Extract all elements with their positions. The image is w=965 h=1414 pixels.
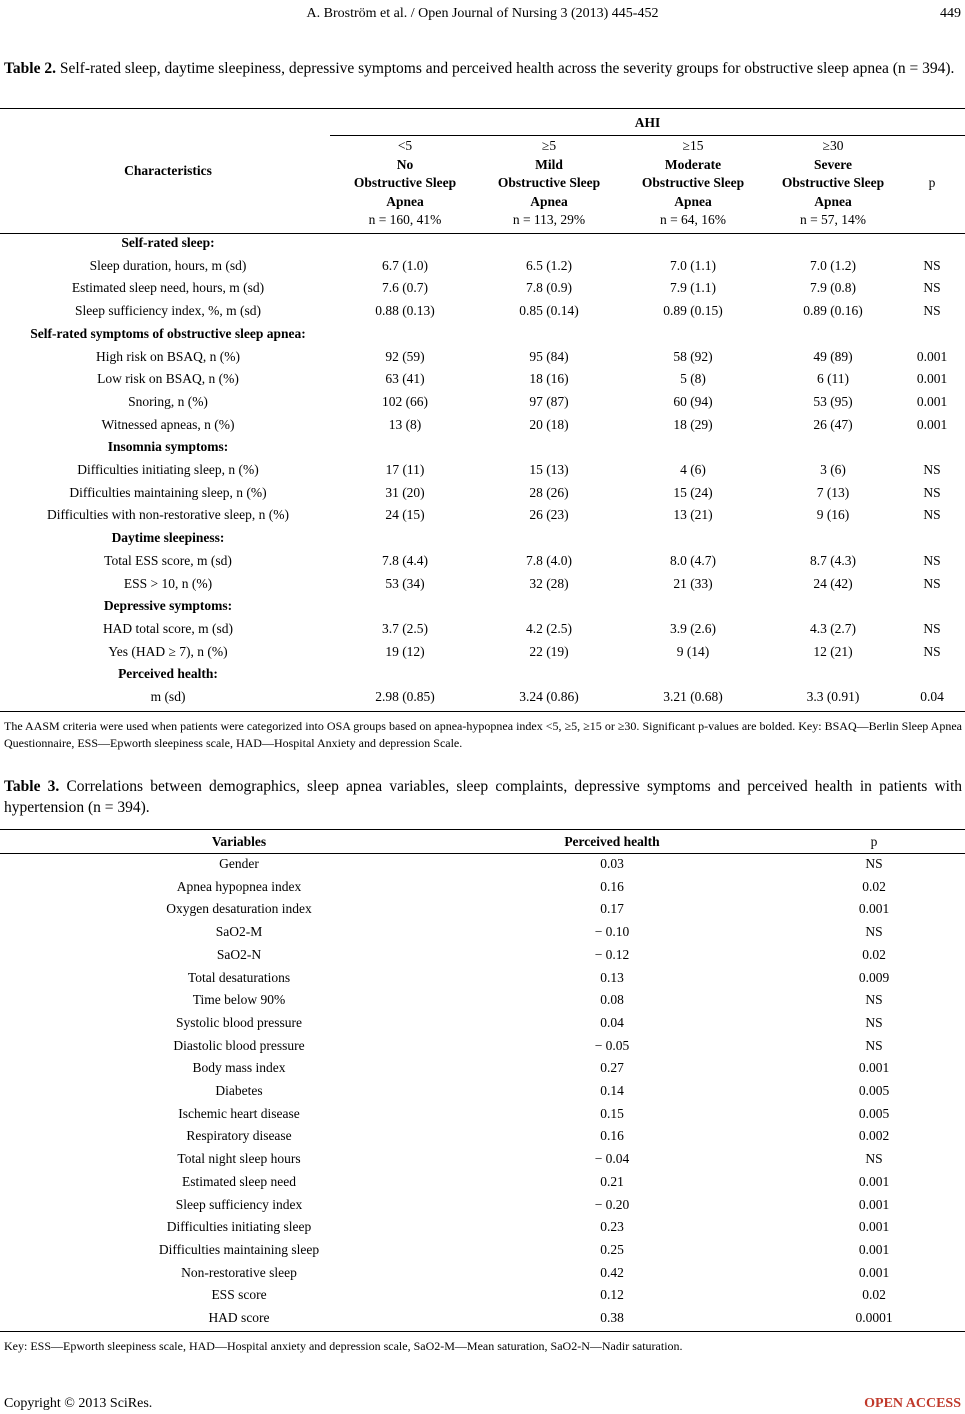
table3-correlation: − 0.10 xyxy=(594,924,630,940)
table2-cell-value: 2.98 (0.85) xyxy=(375,689,435,704)
table2-cell-value: 4.3 (2.7) xyxy=(809,620,857,636)
table2-cell-value: 95 (84) xyxy=(529,348,569,364)
table3-correlation: 0.15 xyxy=(600,1105,624,1121)
table2-cell-value: 3 (6) xyxy=(820,462,846,477)
table3-p-value: NS xyxy=(865,924,883,940)
table3-variable: SaO2-M xyxy=(215,924,263,940)
column-n: n = 64, 16% xyxy=(659,212,727,227)
column-range: ≥30 xyxy=(822,138,844,153)
table2-cell-value: 22 (19) xyxy=(529,643,569,659)
table2-cell-value: 53 (34) xyxy=(385,575,425,591)
table2-section-heading: Daytime sleepiness: xyxy=(111,530,225,546)
table3-variable: Body mass index xyxy=(192,1060,286,1076)
table2-cell-value: 7.9 (1.1) xyxy=(669,280,717,296)
table3-column-header: Perceived health xyxy=(564,834,660,849)
table2-cell-value: 7.0 (1.2) xyxy=(809,257,857,273)
table3-p-value: 0.001 xyxy=(858,1173,890,1189)
table2-characteristics-header: Characteristics xyxy=(124,163,212,178)
table3-correlation: − 0.20 xyxy=(594,1196,630,1212)
table3-correlation: 0.27 xyxy=(600,1060,624,1076)
table3-column-header: Variables xyxy=(211,834,267,849)
table2-cell-value: 102 (66) xyxy=(381,393,429,409)
table3-p-value: 0.02 xyxy=(862,878,886,894)
table3-variable: Total desaturations xyxy=(187,969,291,985)
table3-correlation: 0.25 xyxy=(600,1241,624,1257)
table2-cell-value: 32 (28) xyxy=(529,575,569,591)
table3-note: Key: ESS—Epworth sleepiness scale, HAD—Hospital anxiety and depression scale, SaO2-M—Mean saturation, SaO2-N—Nadir saturation. xyxy=(4,1339,683,1353)
column-name-cont: Apnea xyxy=(814,193,852,209)
table3-p-value: 0.001 xyxy=(858,1060,890,1076)
table3-p-value: NS xyxy=(865,1014,883,1030)
table2-cell-value: 53 (95) xyxy=(813,393,853,409)
table3-correlation: − 0.04 xyxy=(594,1151,630,1167)
table2-cell-p: 0.001 xyxy=(916,416,948,432)
table2-cell-p: NS xyxy=(923,507,941,523)
column-range: ≥15 xyxy=(682,138,704,153)
table2-cell-value: 0.88 (0.13) xyxy=(375,303,435,319)
table3-top-rule xyxy=(0,829,965,830)
table2-row-label: Sleep sufficiency index, %, m (sd) xyxy=(74,303,262,319)
table3-p-value: 0.005 xyxy=(858,1105,890,1121)
column-name: Obstructive Sleep xyxy=(781,175,885,190)
table3-variable: Time below 90% xyxy=(192,992,286,1008)
table2-cell-p: 0.001 xyxy=(916,348,948,364)
table2-cell-value: 24 (15) xyxy=(385,507,425,523)
table3-correlation: 0.16 xyxy=(600,1128,624,1144)
table2-cell-value: 6.5 (1.2) xyxy=(525,257,573,273)
table2-cell-value: 0.89 (0.16) xyxy=(803,303,863,319)
table2-cell-value: 97 (87) xyxy=(529,393,569,409)
table3-correlation: − 0.05 xyxy=(594,1037,630,1053)
column-name-cont: Apnea xyxy=(674,193,712,209)
table2-cell-value: 19 (12) xyxy=(385,643,425,659)
table2-caption xyxy=(4,58,962,79)
table3-correlation: 0.21 xyxy=(600,1173,624,1189)
table3-caption-text: Correlations between demographics, sleep apnea variables, sleep complaints, depressive symptoms and perceived health in patients with hypertension (n = 394). xyxy=(4,778,962,816)
table3-correlation: 0.23 xyxy=(600,1219,624,1235)
table3-p-value: NS xyxy=(865,992,883,1008)
table2-cell-value: 6.7 (1.0) xyxy=(381,257,429,273)
table3-correlation: 0.12 xyxy=(600,1287,624,1303)
table2-cell-value: 5 (8) xyxy=(680,371,706,387)
column-name: Obstructive Sleep xyxy=(497,175,601,190)
table2-row-label: Total ESS score, m (sd) xyxy=(104,552,232,568)
table3-correlation: 0.16 xyxy=(600,878,624,894)
table2-cell-value: 3.24 (0.86) xyxy=(519,689,579,704)
table3-variable: Diastolic blood pressure xyxy=(173,1037,305,1053)
table2-column-header xyxy=(621,137,765,230)
table3-variable: Total night sleep hours xyxy=(177,1151,301,1167)
table3-p-value: NS xyxy=(865,1151,883,1167)
table3-variable: Non-restorative sleep xyxy=(181,1264,297,1280)
column-name: Obstructive Sleep xyxy=(641,175,745,190)
table2-cell-p: NS xyxy=(923,257,941,273)
table3-variable: SaO2-N xyxy=(216,946,262,962)
table3-variable: Apnea hypopnea index xyxy=(176,878,302,894)
column-severity: Severe xyxy=(814,156,852,172)
table2-cell-value: 7.9 (0.8) xyxy=(809,280,857,296)
table2-cell-value: 7.6 (0.7) xyxy=(381,280,429,296)
column-n: n = 113, 29% xyxy=(512,212,586,227)
column-severity: Moderate xyxy=(664,156,722,172)
table2-cell-value: 8.7 (4.3) xyxy=(809,552,857,568)
table3-p-value: 0.0001 xyxy=(855,1310,893,1325)
table2-cell-value: 3.7 (2.5) xyxy=(381,620,429,636)
table2-caption-text: Self-rated sleep, daytime sleepiness, depressive symptoms and perceived health across the severity groups for obstructive sleep apnea (n = 394). xyxy=(59,60,955,77)
table2-cell-p: 0.001 xyxy=(916,393,948,409)
column-n: n = 57, 14% xyxy=(799,212,867,227)
table3-variable: Difficulties maintaining sleep xyxy=(158,1241,320,1257)
table3-correlation: 0.04 xyxy=(600,1014,624,1030)
column-n: n = 160, 41% xyxy=(368,212,442,227)
table2-cell-value: 0.89 (0.15) xyxy=(663,303,723,319)
table3-correlation: 0.17 xyxy=(600,901,624,917)
table2-row-label: HAD total score, m (sd) xyxy=(102,620,234,636)
table2-column-header xyxy=(333,137,477,230)
table2-cell-value: 31 (20) xyxy=(385,484,425,500)
table3-variable: Difficulties initiating sleep xyxy=(166,1219,312,1235)
table3-p-value: 0.005 xyxy=(858,1083,890,1098)
table2-caption-label: Table 2. xyxy=(4,60,56,77)
table3-caption xyxy=(4,776,962,818)
table2-cell-value: 12 (21) xyxy=(813,643,853,659)
table2-cell-value: 3.21 (0.68) xyxy=(663,689,723,704)
table2-top-rule xyxy=(0,108,965,109)
table2-cell-p: NS xyxy=(923,484,941,500)
table2-cell-value: 92 (59) xyxy=(385,348,425,364)
table2-cell-value: 60 (94) xyxy=(673,393,713,409)
running-header: A. Broström et al. / Open Journal of Nursing 3 (2013) 445-452 xyxy=(306,6,659,21)
table2-row-label: Sleep duration, hours, m (sd) xyxy=(89,257,247,273)
page-number: 449 xyxy=(940,6,961,21)
table3-variable: Systolic blood pressure xyxy=(176,1014,302,1030)
table3-variable: HAD score xyxy=(208,1310,270,1325)
table2-row-label: Estimated sleep need, hours, m (sd) xyxy=(71,280,265,296)
table2-column-header xyxy=(477,137,621,230)
table3-correlation: − 0.12 xyxy=(594,946,630,962)
table2-row-label: Yes (HAD ≥ 7), n (%) xyxy=(108,643,228,659)
table3-variable: Sleep sufficiency index xyxy=(175,1196,303,1212)
table2-cell-value: 26 (23) xyxy=(529,507,569,523)
table2-cell-value: 7 (13) xyxy=(816,484,850,500)
table3-p-value: 0.001 xyxy=(858,1219,890,1235)
table2-row-label: Difficulties initiating sleep, n (%) xyxy=(77,462,259,477)
table2-cell-value: 18 (16) xyxy=(529,371,569,387)
table2-cell-p: NS xyxy=(923,462,941,477)
column-name: Obstructive Sleep xyxy=(353,175,457,190)
table2-cell-value: 49 (89) xyxy=(813,348,853,364)
table2-cell-p: 0.04 xyxy=(920,689,944,704)
table3-correlation: 0.13 xyxy=(600,969,624,985)
table2-cell-value: 26 (47) xyxy=(813,416,853,432)
column-range: ≥5 xyxy=(541,138,557,153)
copyright-notice: Copyright © 2013 SciRes. xyxy=(4,1396,153,1411)
table2-row-label: High risk on BSAQ, n (%) xyxy=(96,348,240,364)
table2-section-heading: Depressive symptoms: xyxy=(103,598,233,614)
table2-cell-p: NS xyxy=(923,552,941,568)
table2-cell-value: 0.85 (0.14) xyxy=(519,303,579,319)
table3-variable: Gender xyxy=(219,856,259,871)
table2-cell-value: 3.9 (2.6) xyxy=(669,620,717,636)
table2-ahi-rule xyxy=(330,135,965,136)
table2-cell-value: 7.8 (4.0) xyxy=(525,552,573,568)
table2-cell-value: 24 (42) xyxy=(813,575,853,591)
table2-cell-value: 4.2 (2.5) xyxy=(525,620,573,636)
table2-cell-p: NS xyxy=(923,575,941,591)
table3-variable: Respiratory disease xyxy=(186,1128,292,1144)
table2-cell-value: 3.3 (0.91) xyxy=(806,689,860,704)
table3-p-value: 0.001 xyxy=(858,1196,890,1212)
table2-row-label: m (sd) xyxy=(150,689,186,704)
table3-p-value: 0.001 xyxy=(858,1241,890,1257)
table3-correlation: 0.42 xyxy=(600,1264,624,1280)
table2-cell-value: 17 (11) xyxy=(385,462,425,477)
table2-row-label: ESS > 10, n (%) xyxy=(123,575,213,591)
table2-section-heading: Self-rated symptoms of obstructive sleep apnea: xyxy=(30,325,306,341)
table3-p-value: 0.002 xyxy=(858,1128,890,1144)
table2-cell-p: NS xyxy=(923,620,941,636)
table3-header-rule xyxy=(0,853,965,854)
table2-cell-value: 28 (26) xyxy=(529,484,569,500)
table3-bottom-rule xyxy=(0,1331,965,1332)
table2-column-header xyxy=(761,137,905,230)
table3-correlation: 0.08 xyxy=(600,992,624,1008)
table2-bottom-rule xyxy=(0,711,965,712)
table2-cell-value: 9 (16) xyxy=(816,507,850,523)
table2-cell-value: 18 (29) xyxy=(673,416,713,432)
table2-cell-value: 15 (13) xyxy=(529,462,569,477)
table3-variable: Estimated sleep need xyxy=(182,1173,296,1189)
table3-variable: ESS score xyxy=(211,1287,267,1303)
table3-caption-label: Table 3. xyxy=(4,778,60,795)
table2-cell-value: 8.0 (4.7) xyxy=(669,552,717,568)
table2-cell-value: 15 (24) xyxy=(673,484,713,500)
column-severity: Mild xyxy=(535,156,563,172)
table2-p-header: p xyxy=(928,175,936,190)
table2-cell-p: NS xyxy=(923,303,941,319)
table2-section-heading: Perceived health: xyxy=(118,666,218,682)
table2-note: The AASM criteria were used when patients were categorized into OSA groups based on apnea-hypopnea index <5, ≥5, ≥15 or ≥30. Significant p-values are bolded. Key: BSAQ—Berlin Sleep Apnea Questionnaire, ESS—Epworth sleepiness scale, HAD—Hospital Anxiety and depression Scale. xyxy=(4,719,962,750)
table2-row-label: Difficulties maintaining sleep, n (%) xyxy=(69,484,267,500)
table3-correlation: 0.38 xyxy=(600,1310,624,1325)
table2-cell-value: 63 (41) xyxy=(385,371,425,387)
table2-cell-value: 13 (21) xyxy=(673,507,713,523)
table3-p-value: 0.009 xyxy=(858,969,890,985)
table2-row-label: Difficulties with non-restorative sleep, n (%) xyxy=(47,507,289,523)
table2-cell-value: 58 (92) xyxy=(673,348,713,364)
table3-p-value: 0.02 xyxy=(862,1287,886,1303)
table3-correlation: 0.03 xyxy=(600,856,624,871)
table2-ahi-header: AHI xyxy=(634,115,661,130)
table3-p-value: 0.001 xyxy=(858,901,890,917)
table2-cell-p: 0.001 xyxy=(916,371,948,387)
table2-cell-value: 7.0 (1.1) xyxy=(669,257,717,273)
table3-p-value: 0.02 xyxy=(862,946,886,962)
column-range: <5 xyxy=(397,138,413,153)
table2-cell-value: 21 (33) xyxy=(673,575,713,591)
table2-row-label: Witnessed apneas, n (%) xyxy=(101,416,235,432)
table3-column-header: p xyxy=(870,834,878,849)
table3-p-value: NS xyxy=(865,856,883,871)
column-severity: No xyxy=(396,156,414,172)
table2-cell-value: 13 (8) xyxy=(388,416,422,432)
table2-header-rule xyxy=(0,233,965,234)
table3-variable: Oxygen desaturation index xyxy=(166,901,312,917)
table3-variable: Ischemic heart disease xyxy=(178,1105,300,1121)
table3-variable: Diabetes xyxy=(215,1083,263,1098)
open-access-label: OPEN ACCESS xyxy=(864,1396,961,1411)
table2-section-heading: Insomnia symptoms: xyxy=(107,439,229,455)
table2-cell-value: 9 (14) xyxy=(676,643,710,659)
table2-cell-value: 4 (6) xyxy=(680,462,706,477)
table2-cell-value: 20 (18) xyxy=(529,416,569,432)
table2-cell-value: 7.8 (4.4) xyxy=(381,552,429,568)
table3-p-value: 0.001 xyxy=(858,1264,890,1280)
table2-cell-value: 7.8 (0.9) xyxy=(525,280,573,296)
table2-section-heading: Self-rated sleep: xyxy=(121,235,215,250)
table2-cell-value: 6 (11) xyxy=(816,371,850,387)
table2-row-label: Low risk on BSAQ, n (%) xyxy=(97,371,239,387)
table3-p-value: NS xyxy=(865,1037,883,1053)
table3-correlation: 0.14 xyxy=(600,1083,624,1098)
table2-cell-p: NS xyxy=(923,643,941,659)
column-name-cont: Apnea xyxy=(530,193,568,209)
table2-row-label: Snoring, n (%) xyxy=(128,393,208,409)
table2-cell-p: NS xyxy=(923,280,941,296)
column-name-cont: Apnea xyxy=(386,193,424,209)
